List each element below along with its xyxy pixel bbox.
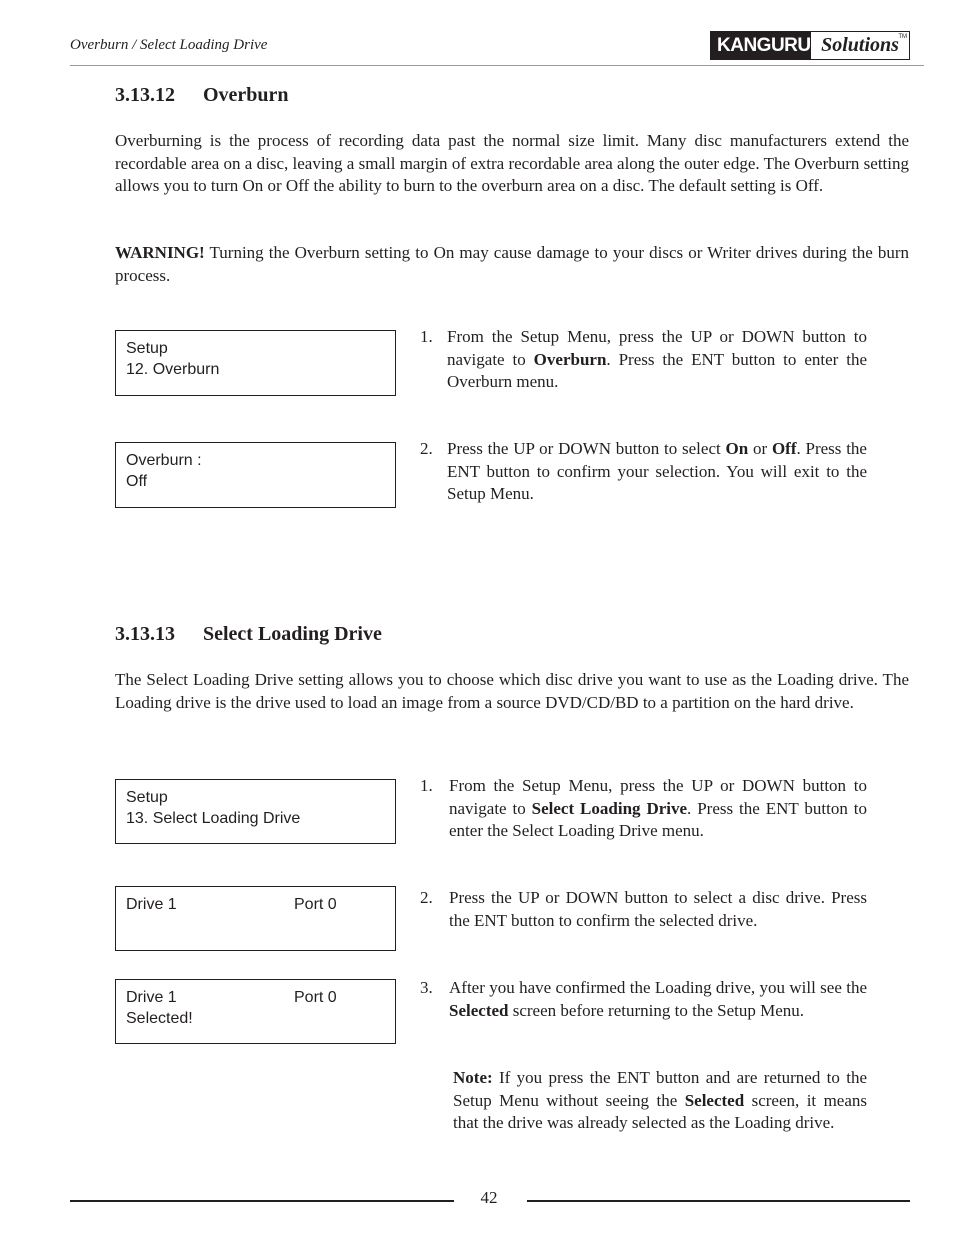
lcd-screen-drive-port <box>115 886 396 951</box>
lcd-line-1: Overburn : <box>126 452 202 469</box>
lcd-port: Port 0 <box>294 989 337 1006</box>
lcd-drive: Drive 1 <box>126 989 177 1006</box>
lcd-screen-setup-loading-drive <box>115 779 396 844</box>
overburn-step-2 <box>420 438 867 506</box>
step-text: screen before returning to the Setup Menu. <box>508 1000 805 1020</box>
step-text: or <box>748 439 772 458</box>
warning-text: Turning the Overburn setting to On may cause damage to your discs or Writer drives during the burn process. <box>115 243 909 285</box>
header-divider <box>70 65 924 66</box>
lcd-line-1 <box>126 894 385 915</box>
note-bold: Selected <box>684 1090 745 1110</box>
step-text: . Press the ENT button to confirm your selection. You will exit to the Setup Menu. <box>447 439 867 503</box>
step-number: 2. <box>420 888 433 907</box>
lcd-port: Port 0 <box>294 896 337 913</box>
step-bold: Selected <box>449 1000 509 1020</box>
warning-label: WARNING! <box>115 243 205 262</box>
step-text: After you have confirmed the Loading drive, you will see the <box>449 978 867 997</box>
lcd-line-1 <box>126 987 385 1008</box>
loading-step-2 <box>420 887 867 932</box>
lcd-screen-setup-overburn <box>115 330 396 396</box>
lcd-screen-drive-selected <box>115 979 396 1044</box>
running-header: Overburn / Select Loading Drive <box>70 37 268 53</box>
step-text: Press the UP or DOWN button to select a disc drive. Press the ENT button to confirm the selected drive. <box>449 888 867 930</box>
overburn-step-1 <box>420 326 867 394</box>
logo-wordmark: KANGURU <box>711 32 811 59</box>
section-heading-select-loading-drive <box>115 623 382 646</box>
step-bold: Select Loading Drive <box>531 798 688 818</box>
overburn-description: Overburning is the process of recording data past the normal size limit. Many disc manufacturers extend the recordable area on a disc, leaving a small margin of extra recordable area along the outer edge. The Overburn setting allows you to turn On or Off the ability to burn to the overburn area on a disc. The default setting is Off. <box>115 131 909 195</box>
lcd-screen-overburn-off <box>115 442 396 508</box>
section-heading-overburn <box>115 84 289 107</box>
step-bold: Overburn <box>533 349 607 369</box>
step-number: 1. <box>420 776 433 795</box>
step-text: From the Setup Menu, press the UP or DOWN button to navigate to <box>447 327 867 369</box>
step-bold: Off <box>771 439 797 458</box>
note-text: screen, it means that the drive was already selected as the Loading drive. <box>453 1090 867 1132</box>
step-bold: On <box>725 439 749 458</box>
lcd-line-1: Setup <box>126 340 168 357</box>
lcd-line-2 <box>126 915 385 936</box>
lcd-line-2: Selected! <box>126 1010 193 1027</box>
trademark-mark: TM <box>898 34 907 40</box>
lcd-line-2: 13. Select Loading Drive <box>126 810 301 827</box>
lcd-line-1: Setup <box>126 789 168 806</box>
section-number: 3.13.12 <box>115 84 175 106</box>
loading-note <box>453 1067 867 1135</box>
lcd-line-2: Off <box>126 473 148 490</box>
lcd-drive: Drive 1 <box>126 896 177 913</box>
section-title: Overburn <box>203 84 289 106</box>
step-number: 3. <box>420 978 433 997</box>
section-title: Select Loading Drive <box>203 623 382 645</box>
kanguru-logo <box>710 31 910 60</box>
step-text: Press the UP or DOWN button to select <box>447 439 726 458</box>
page-number: 42 <box>480 1188 498 1207</box>
step-number: 1. <box>420 327 433 346</box>
logo-solutions: Solutions <box>821 34 899 56</box>
note-label: Note: <box>453 1068 493 1087</box>
lcd-line-2: 12. Overburn <box>126 361 220 378</box>
note-text: If you press the ENT button and are returned to the Setup Menu without seeing the <box>453 1068 867 1110</box>
step-text: From the Setup Menu, press the UP or DOWN button to navigate to <box>449 776 867 818</box>
loading-step-1 <box>420 775 867 843</box>
loading-step-3 <box>420 977 867 1022</box>
section-number: 3.13.13 <box>115 623 175 645</box>
loading-drive-description: The Select Loading Drive setting allows you to choose which disc drive you want to use as the Loading drive. The Loading drive is the drive used to load an image from a source DVD/CD/BD to a partition on the hard drive. <box>115 670 909 712</box>
step-number: 2. <box>420 439 433 458</box>
footer-rule-right <box>527 1200 910 1202</box>
step-text: . Press the ENT button to enter the Select Loading Drive menu. <box>449 798 867 840</box>
footer-rule-left <box>70 1200 454 1202</box>
step-text: . Press the ENT button to enter the Overburn menu. <box>447 349 867 391</box>
overburn-warning <box>115 242 909 287</box>
